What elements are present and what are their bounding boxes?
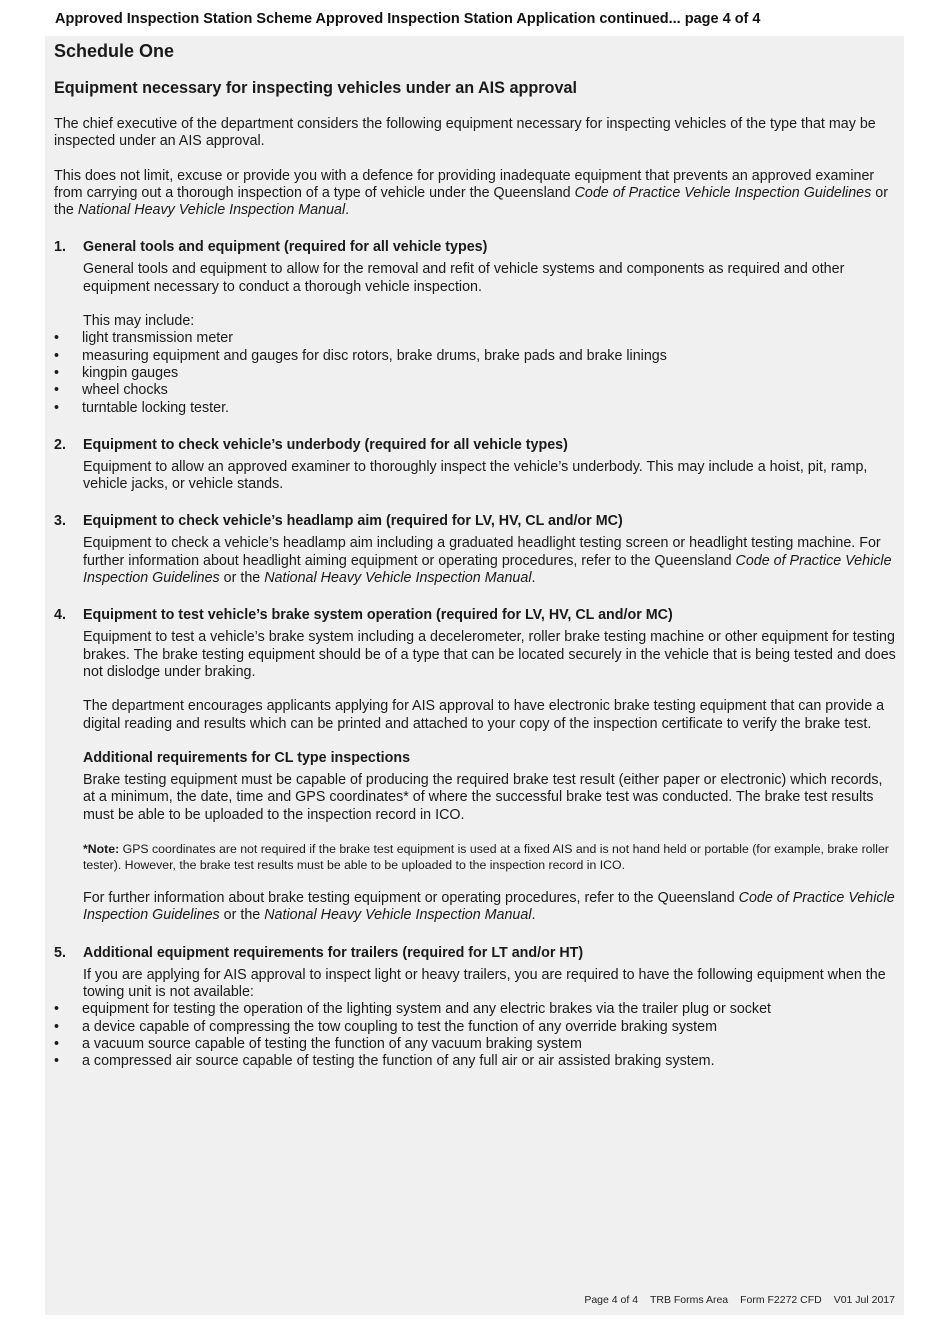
footer-form: Form F2272 CFD (740, 1294, 822, 1306)
list-item: • equipment for testing the operation of the lighting system and any electric brakes via the trailer plug or socket (54, 1001, 772, 1018)
intro-paragraph-2: This does not limit, excuse or provide you with a defence for providing inadequate equipment that prevents an approved examiner from carrying out a thorough inspection of a type of vehicle under the Queensland Code of Practice Vehicle Inspection Guidelines or the National Heavy Vehicle Inspection Manual. (54, 167, 888, 219)
list-item: • turntable locking tester. (54, 399, 230, 416)
footer-area: TRB Forms Area (649, 1294, 729, 1306)
section-4-sub-body: Brake testing equipment must be capable of producing the required brake test result (either paper or electronic) which records, at a minimum, the date, time and GPS coordinates* of where the successful brake test was conducted. The brake test results must be able to be uploaded to the inspection record in ICO. (83, 772, 883, 823)
list-item: • wheel chocks (54, 382, 168, 399)
list-item: • light transmission meter (54, 330, 233, 347)
section-5-list (54, 1001, 896, 1070)
section-2-body: Equipment to allow an approved examiner to thoroughly inspect the vehicle’s underbody. This may include a hoist, pit, ramp, vehicle jacks, or vehicle stands. (83, 458, 868, 493)
footer-version: V01 Jul 2017 (833, 1294, 895, 1306)
list-item: • a vacuum source capable of testing the function of any vacuum braking system (54, 1035, 582, 1052)
section-1-list (54, 330, 896, 416)
section-3-body: Equipment to check a vehicle’s headlamp aim including a graduated headlight testing screen or headlight testing machine. For further information about headlight aiming equipment or operating procedures, refer to the Queensland Code of Practice Vehicle Inspection Guidelines or the National Heavy Vehicle Inspection Manual. (83, 535, 892, 587)
section-4-heading: 4. Equipment to test vehicle’s brake system operation (required for LV, HV, CL and/or MC) (54, 607, 673, 624)
section-4-subheading: Additional requirements for CL type inspections (83, 749, 411, 766)
schedule-subtitle: Equipment necessary for inspecting vehicles under an AIS approval (54, 79, 577, 97)
schedule-title: Schedule One (54, 41, 175, 61)
section-4-body-1: Equipment to test a vehicle’s brake system including a decelerometer, roller brake testing machine or other equipment for testing brakes. The brake testing equipment should be of a type that can be located securely in the vehicle that is being tested and does not dislodge under braking. (83, 629, 896, 680)
page-header: Approved Inspection Station Scheme Approved Inspection Station Application continued... page 4 of 4 (55, 11, 761, 27)
section-4-body-2: The department encourages applicants applying for AIS approval to have electronic brake testing equipment that can provide a digital reading and results which can be printed and attached to your copy of the inspection certificate to verify the brake test. (83, 698, 885, 732)
section-5 (54, 945, 896, 1071)
list-item: • measuring equipment and gauges for disc rotors, brake drums, brake pads and brake linings (54, 347, 667, 364)
list-item: • a compressed air source capable of testing the function of any full air or air assisted braking system. (54, 1053, 715, 1070)
section-2-heading: 2. Equipment to check vehicle’s underbody (required for all vehicle types) (54, 436, 568, 453)
section-2 (54, 437, 896, 494)
list-item: • a device capable of compressing the tow coupling to test the function of any override braking system (54, 1018, 717, 1035)
section-3-heading: 3. Equipment to check vehicle’s headlamp aim (required for LV, HV, CL and/or MC) (54, 513, 623, 530)
page-footer (575, 1294, 895, 1306)
section-1-may-include: This may include: (83, 313, 195, 330)
list-item: • kingpin gauges (54, 364, 179, 381)
section-4-note: *Note: GPS coordinates are not required if the brake test equipment is used at a fixed AIS and is not hand held or portable (for example, brake roller tester). However, the brake test results must be able to be uploaded to the inspection record in ICO. (83, 842, 889, 873)
section-5-heading: 5. Additional equipment requirements for trailers (required for LT and/or HT) (54, 944, 584, 961)
intro-paragraph-1: The chief executive of the department considers the following equipment necessary for inspecting vehicles of the type that may be inspected under an AIS approval. (54, 116, 876, 150)
schedule-panel (45, 36, 904, 1315)
footer-page: Page 4 of 4 (584, 1294, 639, 1306)
section-1-heading: 1. General tools and equipment (required for all vehicle types) (54, 239, 488, 256)
section-1-body: General tools and equipment to allow for the removal and refit of vehicle systems and components as required and other equipment necessary to conduct a thorough vehicle inspection. (83, 261, 845, 295)
schedule-content (54, 40, 896, 1070)
section-5-body: If you are applying for AIS approval to inspect light or heavy trailers, you are required to have the following equipment when the towing unit is not available: (83, 966, 886, 1000)
section-4-further-info: For further information about brake testing equipment or operating procedures, refer to the Queensland Code of Practice Vehicle Inspection Guidelines or the National Heavy Vehicle Inspection Manual. (83, 890, 895, 924)
section-3 (54, 513, 896, 587)
section-1 (54, 239, 896, 416)
section-4 (54, 607, 896, 924)
